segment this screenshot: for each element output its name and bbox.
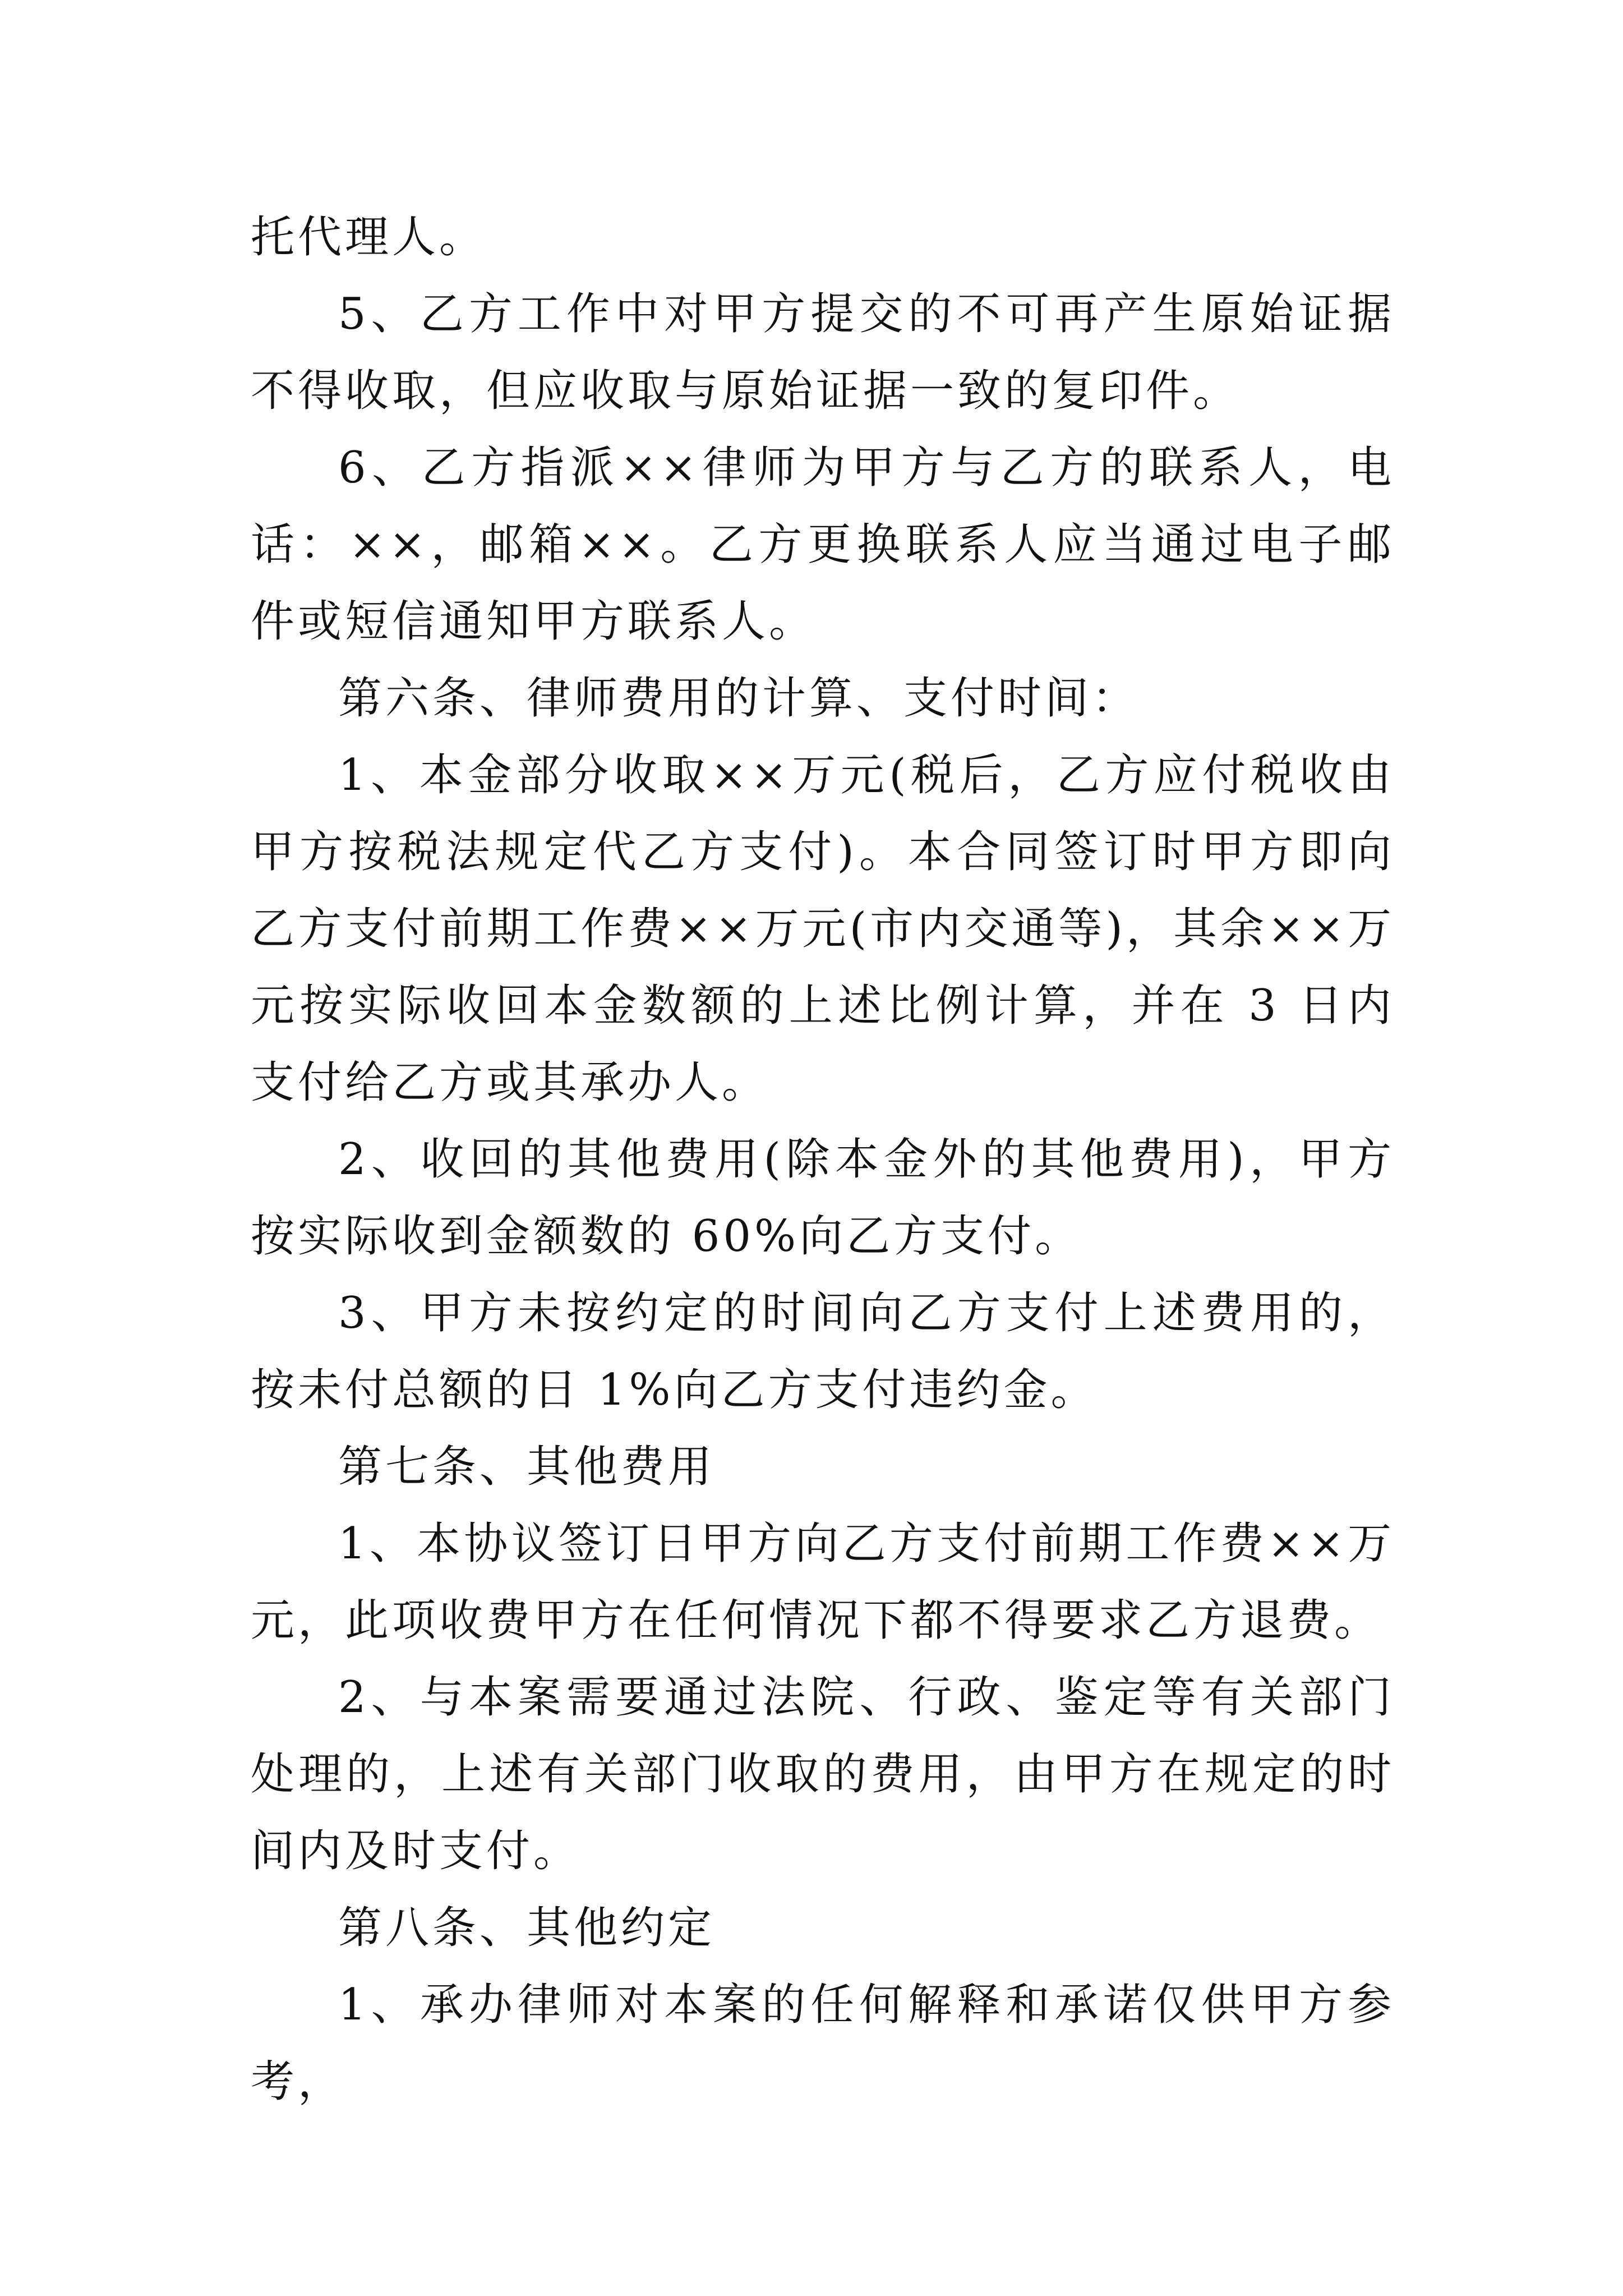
paragraph-article-7-item-2: 2、与本案需要通过法院、行政、鉴定等有关部门处理的，上述有关部门收取的费用，由甲方在规定的时间内及时支付。: [251, 1672, 1395, 1876]
paragraph-article-6-item-1: 1、本金部分收取××万元(税后，乙方应付税收由甲方按税法规定代乙方支付)。本合同签订时甲方即向乙方支付前期工作费××万元(市内交通等)，其余××万元按实际收回本金数额的上述比例计算，并在 3 日内支付给乙方或其承办人。: [251, 750, 1395, 1108]
paragraph-clause-6: 6、乙方指派××律师为甲方与乙方的联系人，电话：××，邮箱××。乙方更换联系人应当通过电子邮件或短信通知甲方联系人。: [251, 443, 1395, 647]
paragraph-continuation: 托代理人。: [251, 212, 487, 263]
paragraph-clause-5: 5、乙方工作中对甲方提交的不可再产生原始证据不得收取，但应收取与原始证据一致的复印件。: [251, 289, 1395, 416]
paragraph-article-6-item-2: 2、收回的其他费用(除本金外的其他费用)，甲方按实际收到金额数的 60%向乙方支付。: [251, 1134, 1395, 1262]
paragraph-article-7-item-1: 1、本协议签订日甲方向乙方支付前期工作费××万元，此项收费甲方在任何情况下都不得要求乙方退费。: [251, 1519, 1395, 1646]
heading-article-7: 第七条、其他费用: [338, 1442, 716, 1492]
heading-article-6: 第六条、律师费用的计算、支付时间：: [338, 673, 1140, 724]
paragraph-article-8-item-1: 1、承办律师对本案的任何解释和承诺仅供甲方参考，: [251, 1980, 1395, 2107]
paragraph-article-6-item-3: 3、甲方未按约定的时间向乙方支付上述费用的，按未付总额的日 1%向乙方支付违约金。: [251, 1288, 1395, 1415]
heading-article-8: 第八条、其他约定: [338, 1903, 716, 1953]
document-body: [251, 199, 1395, 2120]
